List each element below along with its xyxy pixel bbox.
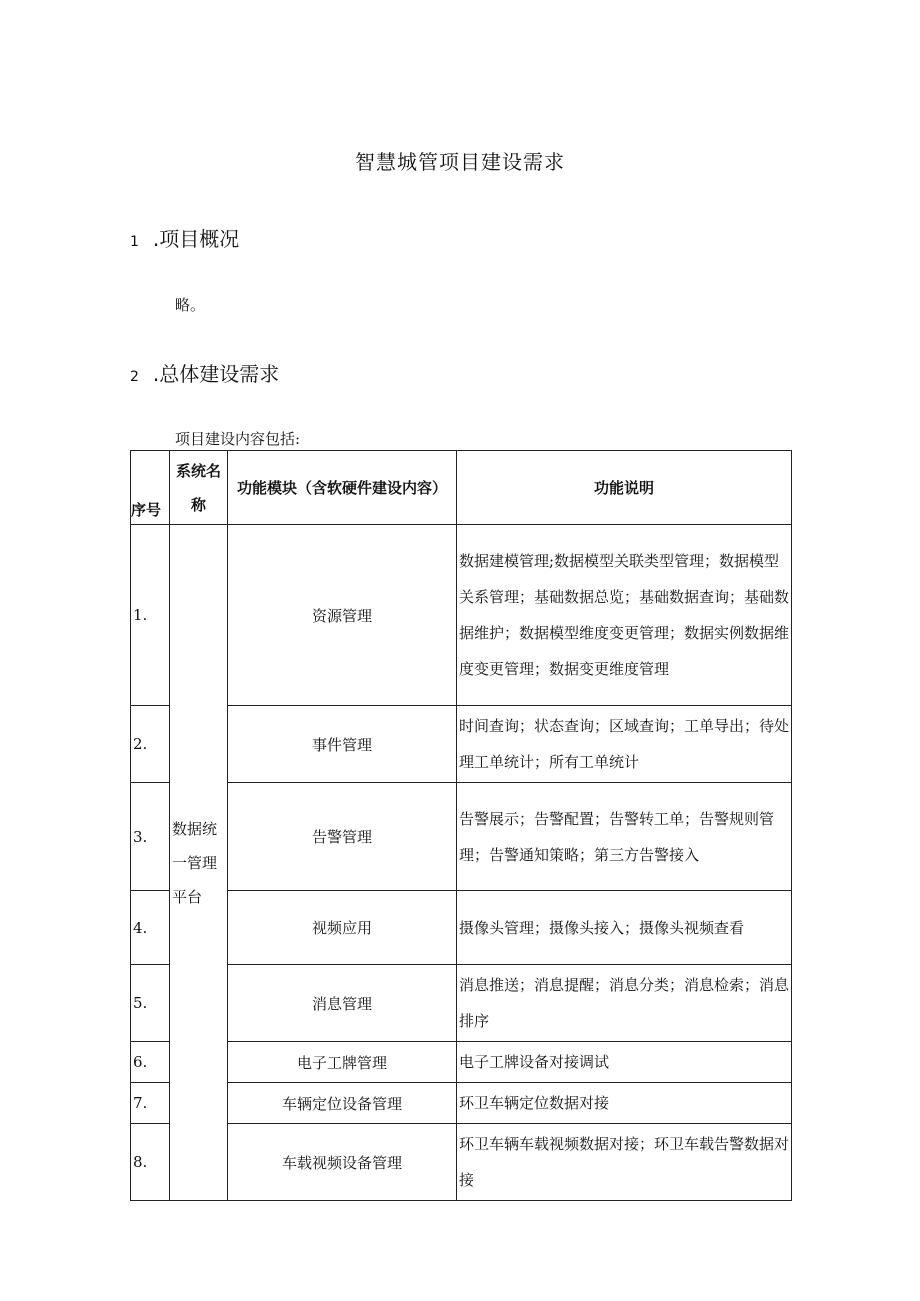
row-module: 事件管理 [228, 706, 457, 783]
table-row [131, 1124, 792, 1201]
row-description: 告警展示；告警配置；告警转工单；告警规则管理；告警通知策略；第三方告警接入 [457, 783, 792, 891]
row-num: 5. [131, 965, 170, 1042]
row-description: 摄像头管理；摄像头接入；摄像头视频查看 [457, 891, 792, 965]
row-num: 4. [131, 891, 170, 965]
row-description: 消息推送；消息提醒；消息分类；消息检索；消息排序 [457, 965, 792, 1042]
table-header-row [131, 451, 792, 525]
header-system: 系统名称 [170, 451, 228, 525]
row-module: 电子工牌管理 [228, 1042, 457, 1083]
table-row [131, 1042, 792, 1083]
header-module: 功能模块（含软硬件建设内容） [228, 451, 457, 525]
table-row [131, 706, 792, 783]
row-description: 时间查询；状态查询；区域查询；工单导出；待处理工单统计；所有工单统计 [457, 706, 792, 783]
header-num: 序号 [131, 451, 170, 525]
section-number: 2 [130, 369, 139, 385]
document-title: 智慧城管项目建设需求 [355, 150, 565, 174]
section-body-overview: 略。 [175, 296, 206, 314]
row-module: 告警管理 [228, 783, 457, 891]
section-heading-overview [130, 223, 239, 252]
row-module: 车载视频设备管理 [228, 1124, 457, 1201]
table-row [131, 525, 792, 706]
system-name-cell: 数据统一管理平台 [170, 525, 228, 1201]
table-row [131, 783, 792, 891]
row-module: 资源管理 [228, 525, 457, 706]
row-description: 环卫车辆定位数据对接 [457, 1083, 792, 1124]
table-row [131, 1083, 792, 1124]
row-num: 3. [131, 783, 170, 891]
row-num: 7. [131, 1083, 170, 1124]
row-module: 消息管理 [228, 965, 457, 1042]
row-description: 电子工牌设备对接调试 [457, 1042, 792, 1083]
row-num: 6. [131, 1042, 170, 1083]
header-description: 功能说明 [457, 451, 792, 525]
table-row [131, 891, 792, 965]
section-heading-requirements [130, 358, 279, 387]
section-title: .项目概况 [152, 227, 240, 251]
row-description: 环卫车辆车载视频数据对接；环卫车载告警数据对接 [457, 1124, 792, 1201]
row-num: 1. [131, 525, 170, 706]
row-module: 车辆定位设备管理 [228, 1083, 457, 1124]
row-num: 2. [131, 706, 170, 783]
row-description: 数据建模管理;数据模型关联类型管理；数据模型关系管理；基础数据总览；基础数据查询；基础数据维护；数据模型维度变更管理；数据实例数据维度变更管理；数据变更维度管理 [457, 525, 792, 706]
row-module: 视频应用 [228, 891, 457, 965]
requirements-table [130, 450, 792, 1201]
row-num: 8. [131, 1124, 170, 1201]
table-row [131, 965, 792, 1042]
section-number: 1 [130, 234, 139, 250]
section-body-requirements: 项目建设内容包括: [175, 430, 301, 448]
section-title: .总体建设需求 [152, 362, 280, 386]
